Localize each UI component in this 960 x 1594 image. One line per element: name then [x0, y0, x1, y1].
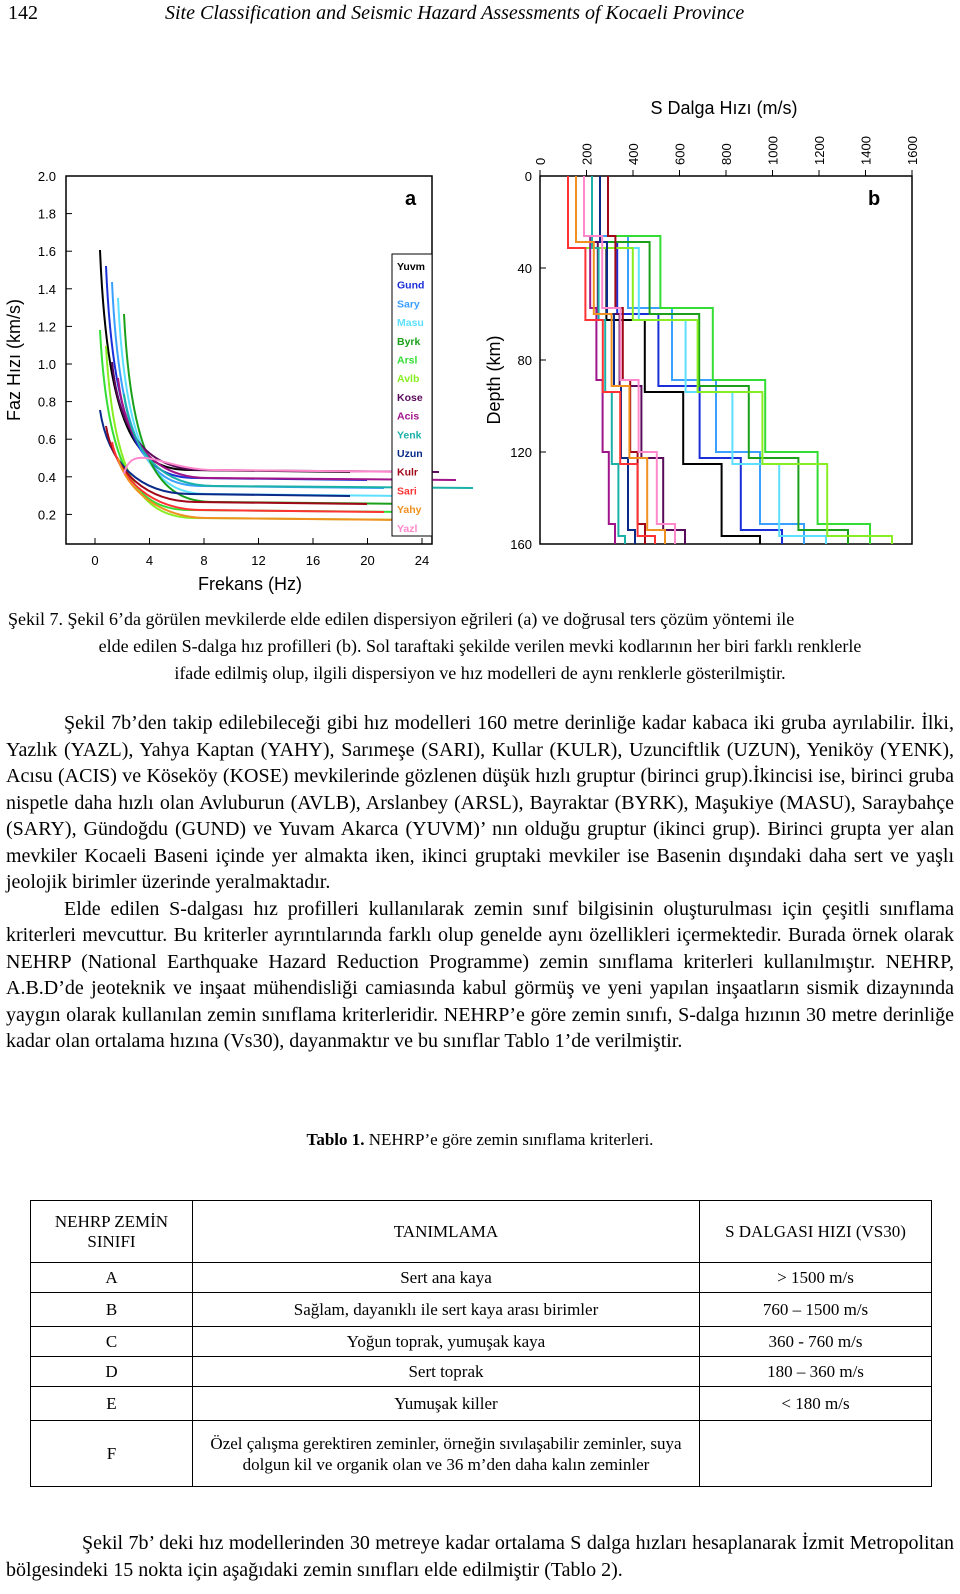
xtick-label: 4 — [145, 553, 154, 568]
panel-a-ylabel: Faz Hızı (km/s) — [4, 299, 24, 421]
page-number: 142 — [8, 2, 38, 24]
legend-yahy: Yahy — [397, 504, 422, 517]
table-header-row — [31, 1201, 932, 1263]
legend-yazl: Yazl — [397, 522, 418, 535]
xtick-label: 16 — [305, 553, 321, 568]
paragraph-1: Şekil 7b’den takip edilebileceği gibi hız modelleri 160 metre derinliğe kadar kabaca iki gruba ayrılabilir. İlki, Yazlık (YAZL), Yahya Kaptan (YAHY), Sarımeşe (SARI), Kullar (KULR), Uzunciftlik (UZUN), Yeniköy (YENK), Acısu (ACIS) ve Köseköy (KOSE) mevkilerinde gözlenen düşük hızlı gruptur (birinci grup).İkincisi ise, birinci gruba nispetle daha hızlı olan Avluburun (AVLB), Arslanbey (ARSL), Bayraktar (BYRK), Maşukiye (MASU), Saraybahçe (SARY), Gündoğdu (GUND) ve Yuvam Akarca (YUVM)’ nın olduğu gruptur (ikinci grup). Birinci grupta yer alan mevkiler Kocaeli Baseni içinde yer almakta iken, ikinci gruptaki mevkiler ise Basenin dışındaki daha sert ve yaşlı jeolojik birimler üzerinde yeralmaktadır. — [6, 712, 954, 893]
closing-text — [6, 1530, 954, 1584]
row-class: F — [31, 1421, 193, 1487]
legend-gund: Gund — [397, 279, 425, 292]
ytick-label: 40 — [517, 261, 532, 276]
curve-yuvm — [100, 250, 350, 472]
nehrp-table — [30, 1200, 932, 1487]
row-velocity: < 180 m/s — [700, 1387, 932, 1421]
xtick-label: 20 — [360, 553, 375, 568]
table-row — [31, 1387, 932, 1421]
row-class: E — [31, 1387, 193, 1421]
profile-yazl — [584, 176, 675, 544]
table-row — [31, 1263, 932, 1293]
panel-a-xlabel: Frekans (Hz) — [197, 574, 303, 594]
row-class: D — [31, 1357, 193, 1387]
row-description: Yoğun toprak, yumuşak kaya — [193, 1327, 700, 1357]
xtick-label: 24 — [414, 553, 430, 568]
row-velocity: 760 – 1500 m/s — [700, 1293, 932, 1327]
xtick-label: 12 — [251, 553, 266, 568]
panel-b-xticks — [533, 136, 920, 176]
ytick-label: 0 — [524, 169, 532, 184]
legend-sary: Sary — [397, 298, 420, 311]
xtick-label: 1200 — [812, 136, 827, 165]
xtick-label: 1000 — [765, 136, 781, 165]
legend-arsl: Arsl — [397, 354, 418, 367]
row-velocity: 180 – 360 m/s — [700, 1357, 932, 1387]
xtick-label: 600 — [672, 143, 688, 165]
xtick-label: 200 — [579, 143, 595, 165]
panel-a-yticks — [38, 169, 72, 522]
legend-kose: Kose — [397, 391, 423, 404]
row-class: A — [31, 1263, 193, 1293]
panel-b — [484, 98, 920, 552]
panel-a-label: a — [405, 188, 417, 210]
legend-yenk: Yenk — [397, 429, 422, 442]
figure-caption — [8, 606, 952, 687]
row-description: Özel çalışma gerektiren zeminler, örneğin sıvılaşabilir zeminler, suya dolgun kil ve organik olan ve 36 m’den daha kalın zeminler — [193, 1421, 700, 1487]
xtick-label: 0 — [91, 553, 99, 568]
table-row — [31, 1293, 932, 1327]
row-velocity — [700, 1421, 932, 1487]
curve-sary — [112, 282, 384, 488]
row-velocity: > 1500 m/s — [700, 1263, 932, 1293]
ytick-label: 2.0 — [37, 169, 56, 184]
header-velocity: S DALGASI HIZI (VS30) — [700, 1201, 932, 1263]
xtick-label: 400 — [626, 143, 641, 165]
ytick-label: 0.8 — [37, 394, 56, 410]
xtick-label: 1600 — [905, 136, 920, 165]
profile-gund — [576, 176, 782, 544]
header-description: TANIMLAMA — [193, 1201, 700, 1263]
panel-b-ylabel: Depth (km) — [484, 335, 504, 425]
table-row — [31, 1327, 932, 1357]
row-class: C — [31, 1327, 193, 1357]
xtick-label: 0 — [533, 157, 548, 165]
legend-sari: Sari — [397, 485, 417, 498]
xtick-label: 800 — [719, 143, 734, 165]
row-description: Sert toprak — [193, 1357, 700, 1387]
row-description: Sağlam, dayanıklı ile sert kaya arası birimler — [193, 1293, 700, 1327]
legend-masu: Masu — [397, 317, 424, 330]
caption-line-2: elde edilen S-dalga hız profilleri (b). Sol taraftaki şekilde verilen mevki kodlarının her biri farklı renklerle — [98, 636, 862, 656]
legend-kulr: Kulr — [397, 466, 418, 479]
xtick-label: 8 — [200, 553, 208, 568]
ytick-label: 1.8 — [37, 206, 56, 222]
caption-line-3: ifade edilmiş olup, ilgili dispersiyon ve hız modelleri de aynı renklerle gösterilmiştir. — [174, 663, 786, 683]
caption-line-1: Şekil 7. Şekil 6’da görülen mevkilerde elde edilen dispersiyon eğrileri (a) ve doğrusal ters çözüm yöntemi ile — [8, 609, 795, 629]
running-title: Site Classification and Seismic Hazard Assessments of Kocaeli Province — [165, 2, 745, 24]
panel-a — [4, 169, 473, 594]
legend-byrk: Byrk — [397, 335, 421, 348]
panel-a-xticks — [91, 538, 429, 568]
paragraph-2: Elde edilen S-dalgası hız profilleri kullanılarak zemin sınıf bilgisinin oluşturulması için çeşitli sınıflama kriterleri mevcuttur. Bu kriterler ayrıntılarında farklı olup genelde aynı özellikleri içermektedir. Burada örnek olarak NEHRP (National Earthquake Hazard Reduction Programme) zemin sınıflama kriterleri kullanılmıştır. NEHRP, A.B.D’de jeoteknik ve inşaat mühendisliği camiasında kabul görmüş ve yeni yapılan inşaatların sismik dizaynında yaygın olarak kullanılan zemin sınıflama kriterleridir. NEHRP’e göre zemin sınıfı, S-dalga hızının 30 metre derinliğe kadar olan ortalama hızına (Vs30), dayanmaktır ve bu sınıflar Tablo 1’de verilmiştir. — [6, 897, 954, 1052]
table-caption-text: NEHRP’e göre zemin sınıflama kriterleri. — [364, 1130, 654, 1149]
body-text — [6, 710, 954, 1055]
table-caption — [0, 1130, 960, 1150]
ytick-label: 1.6 — [37, 244, 56, 260]
row-class: B — [31, 1293, 193, 1327]
curve-kose — [112, 362, 439, 472]
profile-sary — [584, 176, 804, 544]
row-description: Yumuşak killer — [193, 1387, 700, 1421]
ytick-label: 160 — [510, 537, 532, 552]
ytick-label: 120 — [510, 445, 532, 460]
row-description: Sert ana kaya — [193, 1263, 700, 1293]
ytick-label: 0.2 — [37, 507, 56, 523]
table-caption-label: Tablo 1. — [306, 1130, 365, 1149]
ytick-label: 0.4 — [37, 469, 56, 485]
legend-uzun: Uzun — [397, 448, 423, 460]
ytick-label: 1.2 — [37, 319, 56, 335]
row-velocity: 360 - 760 m/s — [700, 1327, 932, 1357]
panel-b-xlabel: S Dalga Hızı (m/s) — [650, 98, 798, 118]
ytick-label: 0.6 — [37, 432, 56, 448]
table-row — [31, 1357, 932, 1387]
figure-7 — [0, 90, 960, 600]
xtick-label: 1400 — [858, 136, 874, 165]
legend-yuvm: Yuvm — [397, 261, 426, 273]
table-row — [31, 1421, 932, 1487]
panel-b-label: b — [868, 188, 881, 210]
panel-b-profiles — [568, 176, 892, 544]
header-class: NEHRP ZEMİN SINIFI — [31, 1201, 193, 1263]
ytick-label: 80 — [517, 353, 532, 368]
legend-avlb: Avlb — [397, 373, 420, 386]
profile-avlb — [568, 176, 892, 544]
paragraph-3: Şekil 7b’ deki hız modellerinden 30 metreye kadar ortalama S dalga hızları hesaplanarak İzmit Metropolitan bölgesindeki 15 nokta için aşağıdaki zemin sınıfları elde edilmiştir (Tablo 2). — [6, 1532, 954, 1581]
ytick-label: 1.0 — [37, 357, 56, 372]
legend-acis: Acis — [397, 410, 420, 423]
ytick-label: 1.4 — [37, 281, 56, 297]
